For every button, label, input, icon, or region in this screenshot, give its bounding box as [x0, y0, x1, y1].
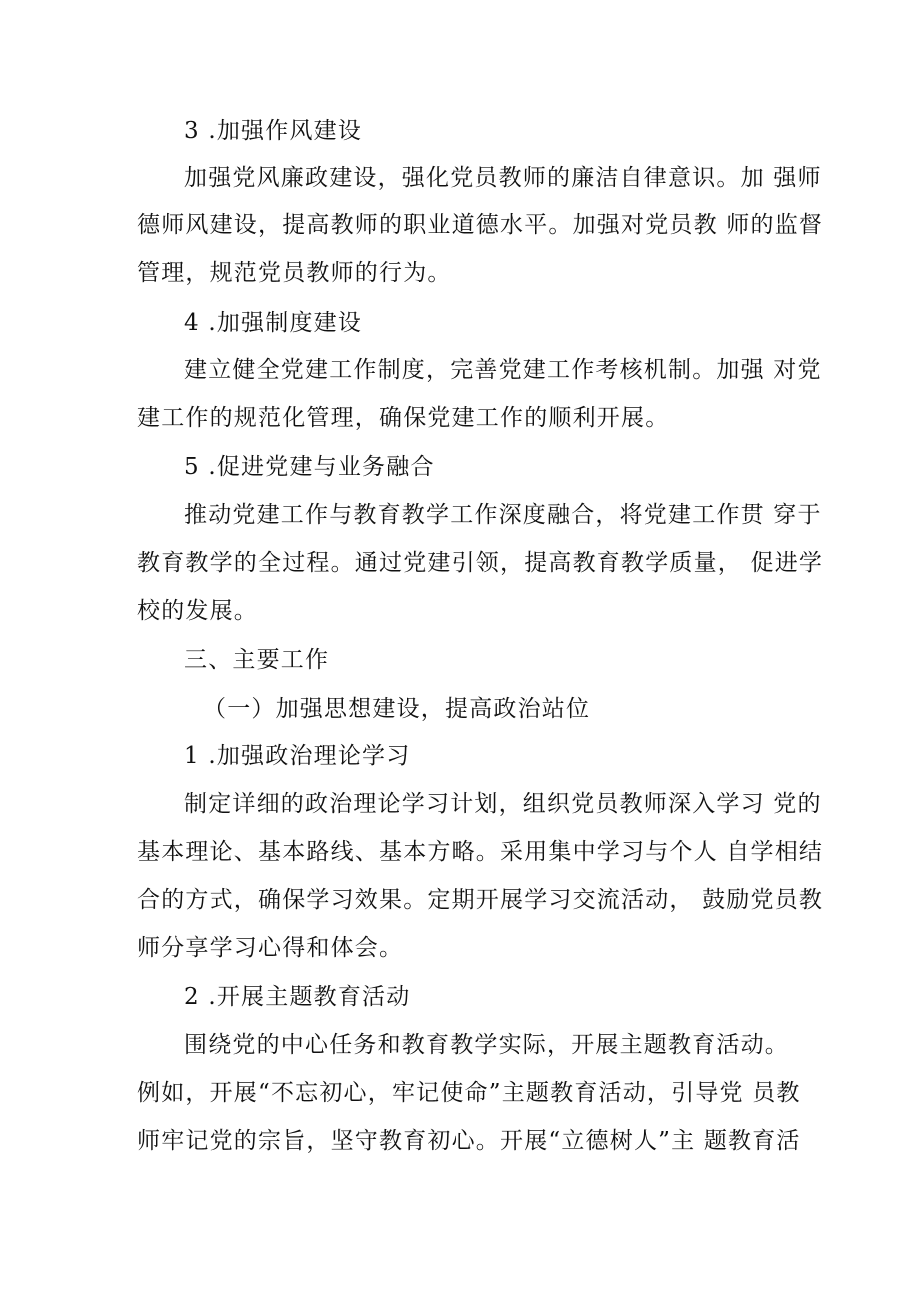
paragraph-line: 师分享学习心得和体会。: [137, 935, 404, 961]
paragraph-line: 建工作的规范化管理，确保党建工作的顺利开展。: [137, 405, 670, 431]
section-heading-1: 1 .加强政治理论学习: [184, 743, 411, 769]
section-heading-3: 3 .加强作风建设: [184, 118, 363, 144]
chapter-heading: 三、主要工作: [184, 647, 330, 673]
paragraph-line: 教育教学的全过程。通过党建引领，提高教育教学质量， 促进学: [137, 550, 824, 576]
section-heading-2: 2 .开展主题教育活动: [184, 984, 411, 1010]
subsection-heading: （一）加强思想建设，提高政治站位: [203, 696, 591, 722]
paragraph-line: 制定详细的政治理论学习计划，组织党员教师深入学习 党的: [184, 791, 822, 817]
paragraph-line: 基本理论、基本路线、基本方略。采用集中学习与个人 自学相结: [137, 839, 824, 865]
paragraph-line: 建立健全党建工作制度，完善党建工作考核机制。加强 对党: [184, 357, 822, 383]
paragraph-line: 围绕党的中心任务和教育教学实际，开展主题教育活动。: [184, 1032, 789, 1058]
paragraph-line: 师牢记党的宗旨，坚守教育初心。开展“立德树人”主 题教育活: [137, 1128, 801, 1154]
section-heading-5: 5 .促进党建与业务融合: [184, 454, 435, 480]
paragraph-line: 德师风建设，提高教师的职业道德水平。加强对党员教 师的监督: [137, 212, 824, 238]
paragraph-line: 合的方式，确保学习效果。定期开展学习交流活动， 鼓励党员教: [137, 887, 824, 913]
paragraph-line: 推动党建工作与教育教学工作深度融合，将党建工作贯 穿于: [184, 502, 822, 528]
paragraph-line: 管理，规范党员教师的行为。: [137, 260, 452, 286]
paragraph-line: 加强党风廉政建设，强化党员教师的廉洁自律意识。加 强师: [184, 165, 822, 191]
paragraph-line: 校的发展。: [137, 598, 258, 624]
section-heading-4: 4 .加强制度建设: [184, 310, 363, 336]
paragraph-line: 例如，开展“不忘初心，牢记使命”主题教育活动，引导党 员教: [137, 1080, 801, 1106]
